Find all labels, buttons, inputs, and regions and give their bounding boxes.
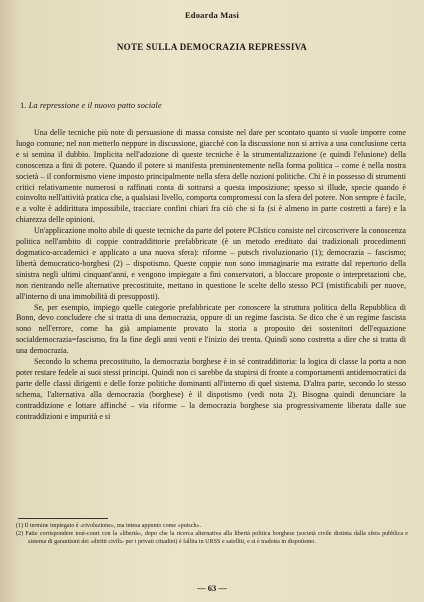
footnote-divider (18, 518, 108, 519)
footnotes (16, 522, 408, 547)
paragraph: Un'applicazione molto abile di queste tecniche da parte del potere PCIstico consiste nel circoscrivere la conoscenza politica nell'ambito di coppie contraddittorie prefabbricate (è un metodo ereditato dai tradizionali procedimenti dogmatico-accademici e applicato a una nuova sfera): riforme – putsch rivoluzionario (1); democrazia – fascismo; libertà democratico-borghesi (2) – dispotismo. Queste coppie non sono immaginarie ma estratte dal repertorio della sinistra negli ultimi cinquant'anni, e vengono impiegate a fini conservatori, a bloccare proposte o interpretazioni che, non rientrando nelle alternative precostituite, mettano in questione le scelte dello stesso PCI (mistificabili per nuove, all'interno di una immobilità di presupposti). (16, 226, 406, 301)
footnote: (2) Fatte corrispondere tout-court con la «libertà», dopo che la ricerca alternativa alla libertà politica borghese (società civile distinta dalla sfera pubblica e sistema di garantismi dei «diritti civili» per i privati cittadini) è fallita in URSS e satelliti, e si è tradotta in dispotismo. (16, 531, 408, 546)
section-number: 1. (20, 100, 27, 110)
paragraph: Una delle tecniche più note di persuasione di massa consiste nel dare per scontato quanto si vuole imporre come luogo comune; nel non metterlo neppure in discussione, giacché con la discussione non si arriva a una conclusione certa e si semina il dubbio. Implicita nell'adozione di queste tecniche è la strumentalizzazione (e quindi l'elusione) della conoscenza a fini di potere. Quando il potere si manifesta preminentemente nella forma politica – come è nella nostra società – il conformismo viene imposto principalmente nella sfera delle nozioni politiche. Chi è in possesso di strumenti critici relativamente numerosi o raffinati conta di sottrarsi a questa imposizione; spesso si illude, specie quando è coinvolto nell'attività pratica che, a qualsiasi livello, comporta compromessi con la sfera del potere. Non sempre è facile, e a volte è addirittura impossibile, tracciare confini chiari fra ciò che si fa (si è almeno in parte costretti a fare) e la chiarezza delle opinioni. (16, 128, 406, 225)
section-heading (20, 100, 162, 110)
footnote: (1) Il termine impiegato è «rivoluzione», ma intesa appunto come «putsch». (16, 523, 202, 529)
paragraph: Secondo lo schema precostituito, la democrazia borghese è in sé contraddittoria: la logica di classe la porta a non poter restare fedele ai suoi stessi principi. Quindi non ci sarebbe da stupirsi di fronte a comportamenti antidemocratici da parte delle classi dirigenti e delle forze politiche dominanti all'interno di quel sistema. D'altra parte, secondo lo stesso schema, l'alternativa alla democrazia (borghese) è il dispotismo (vedi nota 2). Bisogna quindi denunciare la contraddizione e lottare affinché – via riforme – la democrazia borghese sia progressivamente liberata dalle sue contraddizioni e impurità e si (16, 357, 406, 421)
article-title: NOTE SULLA DEMOCRAZIA REPRESSIVA (116, 42, 308, 52)
page-number: — 63 — (197, 583, 227, 593)
body-text (16, 128, 406, 422)
section-title: La repressione e il nuovo patto sociale (28, 100, 162, 110)
paragraph: Se, per esempio, impiego quelle categorie prefabbricate per conoscere la struttura politica della Repubblica di Bonn, devo concludere che si tratta di una democrazia, oppure di un regime fascista. Se dico che è un regime fascista sono nell'errore, come ha già ampiamente provato la storia a proposito dei sostenitori dell'equazione socialdemocrazia=fascismo, fra la fine degli anni venti e l'inizio dei trenta. Quindi sono costretta a dire che si tratta di una democrazia. (16, 302, 406, 356)
running-head: Edoarda Masi (184, 10, 240, 20)
